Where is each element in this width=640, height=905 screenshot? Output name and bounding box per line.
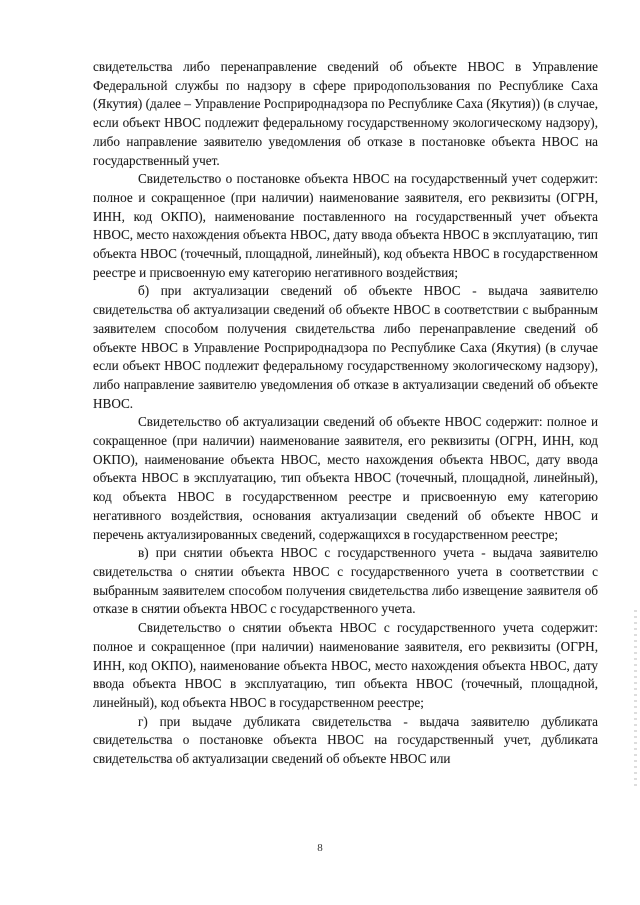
paragraph-1: свидетельства либо перенаправление сведений об объекте НВОС в Управление Федеральной службы по надзору в сфере природопользования по Республике Саха (Якутия) (далее – Управление Росприроднадзора по Республике Саха (Якутия)) (в случае, если объект НВОС подлежит федеральному государственному экологическому надзору), либо направление заявителю уведомления об отказе в постановке объекта НВОС на государственный учет. bbox=[93, 59, 598, 168]
document-body bbox=[93, 58, 598, 769]
paragraph-2: Свидетельство о постановке объекта НВОС на государственный учет содержит: полное и сокращенное (при наличии) наименование заявителя, его реквизиты (ОГРН, ИНН, код ОКПО), наименование поставленного на государственный учет объекта НВОС, место нахождения объекта НВОС, дату ввода объекта НВОС в эксплуатацию, тип объекта НВОС (точечный, площадной, линейный), код объекта НВОС в государственном реестре и присвоенную ему категорию негативного воздействия; bbox=[93, 171, 598, 280]
paragraph-6: Свидетельство о снятии объекта НВОС с государственного учета содержит: полное и сокращенное (при наличии) наименование заявителя, его реквизиты (ОГРН, ИНН, код ОКПО), наименование объекта НВОС, место нахождения объекта НВОС, дату ввода объекта НВОС в эксплуатацию, тип объекта НВОС (точечный, площадной, линейный), код объекта НВОС в государственном реестре; bbox=[93, 620, 598, 710]
scan-edge-artifact bbox=[634, 610, 637, 790]
paragraph-5: в) при снятии объекта НВОС с государственного учета - выдача заявителю свидетельства о снятии объекта НВОС с государственного учета в соответствии с выбранным заявителем способом получения свидетельства либо извещение заявителя об отказе в снятии объекта НВОС с государственного учета. bbox=[93, 545, 598, 617]
page-number: 8 bbox=[317, 842, 323, 854]
paragraph-4: Свидетельство об актуализации сведений об объекте НВОС содержит: полное и сокращенное (при наличии) наименование заявителя, его реквизиты (ОГРН, ИНН, код ОКПО), наименование объекта НВОС, место нахождения объекта НВОС, дату ввода объекта НВОС в эксплуатацию, тип объекта НВОС (точечный, площадной, линейный), код объекта НВОС в государственном реестре и присвоенную ему категорию негативного воздействия, основания актуализации сведений об объекте НВОС и перечень актуализированных сведений, содержащихся в государственном реестре; bbox=[93, 414, 598, 542]
paragraph-7: г) при выдаче дубликата свидетельства - выдача заявителю дубликата свидетельства о постановке объекта НВОС на государственный учет, дубликата свидетельства об актуализации сведений об объекте НВОС или bbox=[93, 713, 598, 767]
paragraph-3: б) при актуализации сведений об объекте НВОС - выдача заявителю свидетельства об актуализации сведений об объекте НВОС в соответствии с выбранным заявителем способом получения свидетельства либо перенаправление сведений об объекте НВОС в Управление Росприроднадзора по Республике Саха (Якутия) (в случае если объект НВОС подлежит федеральному государственному экологическому надзору), либо направление заявителю уведомления об отказе в актуализации сведений об объекте НВОС. bbox=[93, 283, 598, 411]
